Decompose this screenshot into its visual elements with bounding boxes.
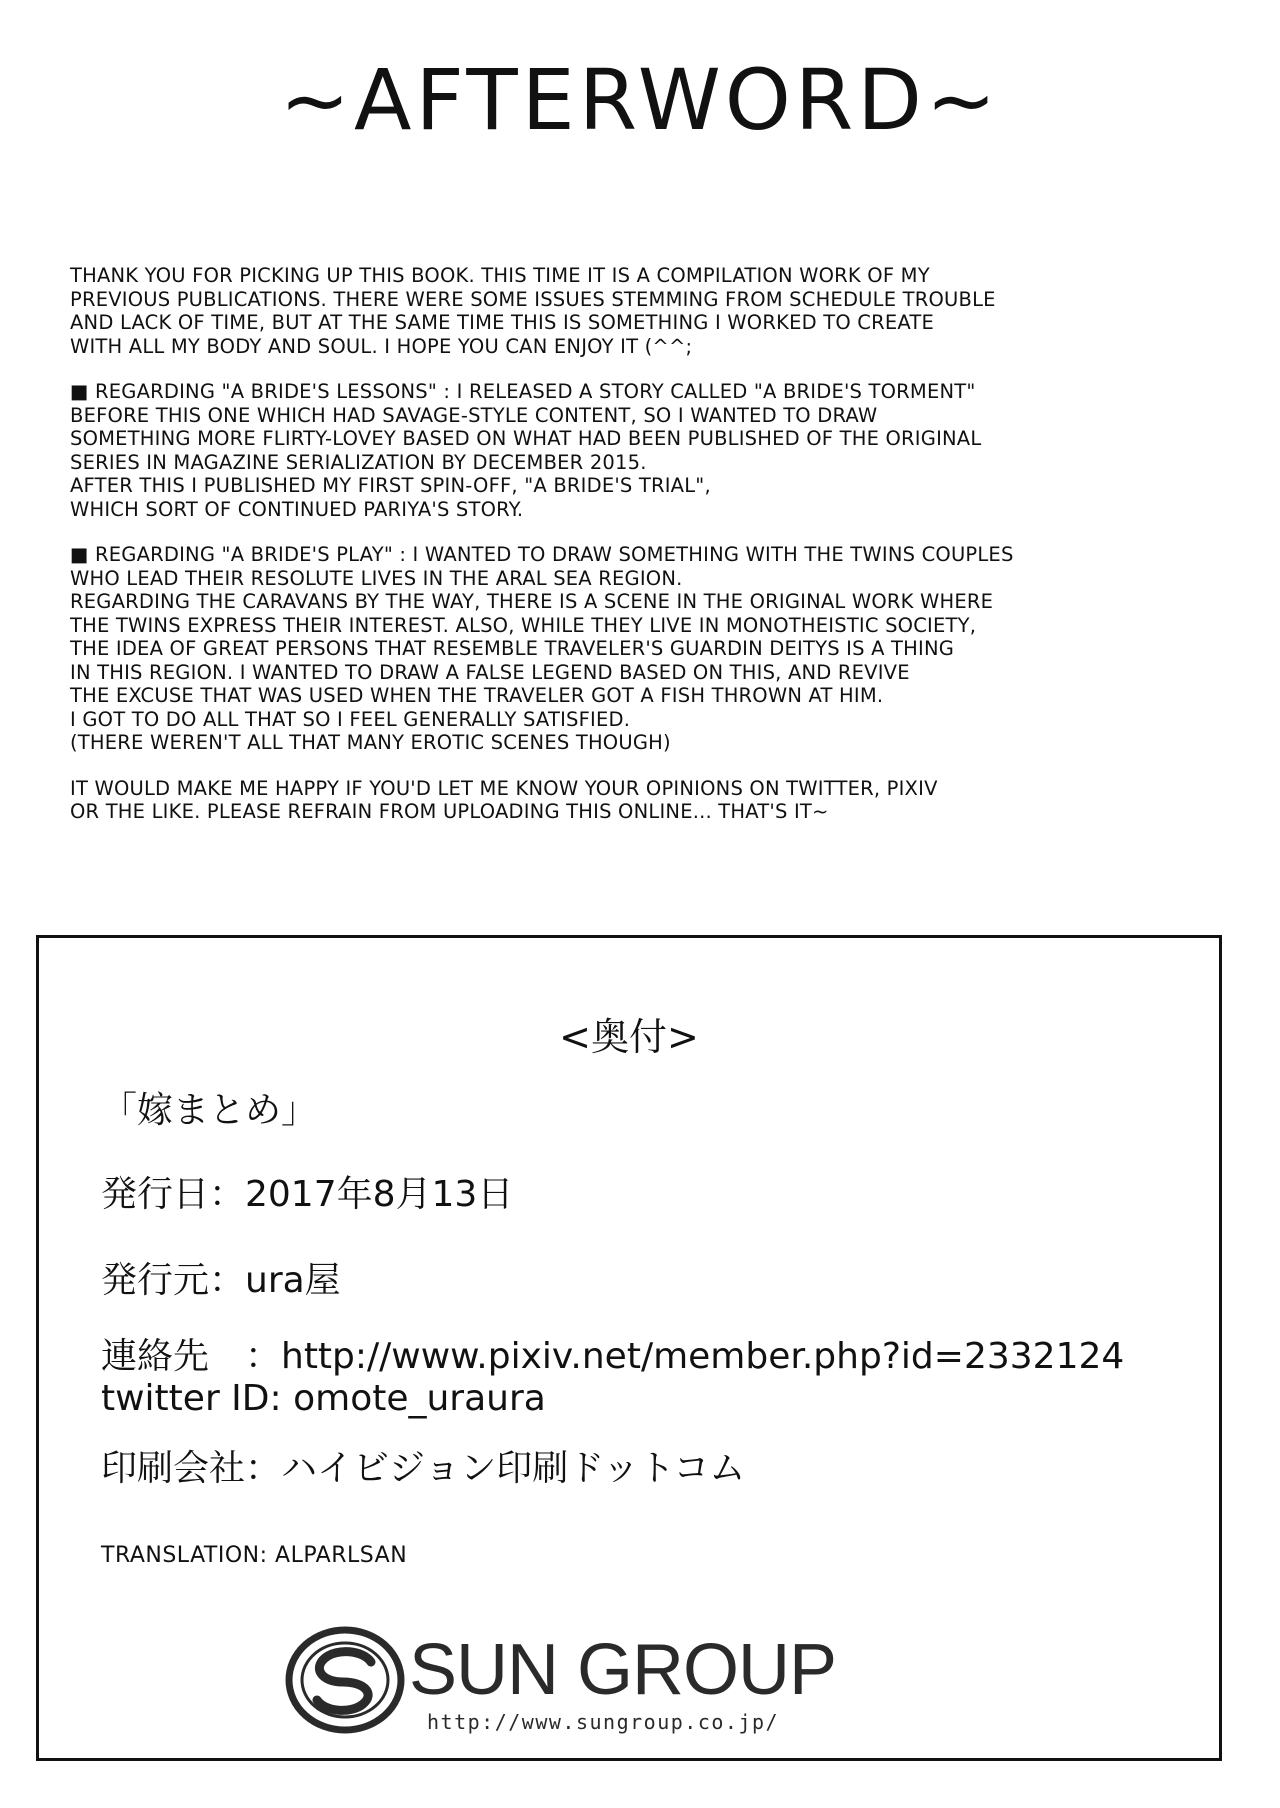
- publisher: 発行元：ura屋: [101, 1260, 341, 1301]
- text-line: THE TWINS EXPRESS THEIR INTEREST. ALSO, WHILE THEY LIVE IN MONOTHEISTIC SOCIETY,: [70, 613, 977, 637]
- text-line: PREVIOUS PUBLICATIONS. THERE WERE SOME ISSUES STEMMING FROM SCHEDULE TROUBLE: [70, 287, 996, 311]
- text-line: THANK YOU FOR PICKING UP THIS BOOK. THIS TIME IT IS A COMPILATION WORK OF MY: [70, 264, 930, 287]
- text-line: SOMETHING MORE FLIRTY-LOVEY BASED ON WHAT HAD BEEN PUBLISHED OF THE ORIGINAL: [70, 427, 982, 450]
- afterword-paragraph: [70, 264, 1220, 358]
- text-line: THE EXCUSE THAT WAS USED WHEN THE TRAVELER GOT A FISH THROWN AT HIM.: [70, 684, 884, 707]
- sun-group-url: http://www.sungroup.co.jp/: [427, 1710, 780, 1734]
- printer: 印刷会社：ハイビジョン印刷ドットコム: [101, 1448, 746, 1489]
- sun-group-wordmark: SUN GROUP: [409, 1630, 837, 1710]
- text-line: AND LACK OF TIME, BUT AT THE SAME TIME THIS IS SOMETHING I WORKED TO CREATE: [70, 311, 935, 334]
- text-line: AFTER THIS I PUBLISHED MY FIRST SPIN-OFF, "A BRIDE'S TRIAL",: [70, 474, 711, 497]
- text-line: (THERE WEREN'T ALL THAT MANY EROTIC SCENES THOUGH): [70, 731, 671, 754]
- colophon-box: [36, 935, 1222, 1761]
- sun-group-emblem-icon: [285, 1626, 405, 1734]
- text-line: SERIES IN MAGAZINE SERIALIZATION BY DECEMBER 2015.: [70, 450, 647, 474]
- text-line: WITH ALL MY BODY AND SOUL. I HOPE YOU CAN ENJOY IT (^^;: [70, 334, 693, 358]
- afterword-paragraph: [70, 777, 1220, 824]
- text-line: I GOT TO DO ALL THAT SO I FEEL GENERALLY SATISFIED.: [70, 707, 631, 731]
- afterword-paragraph: [70, 380, 1220, 521]
- text-line: REGARDING THE CARAVANS BY THE WAY, THERE IS A SCENE IN THE ORIGINAL WORK WHERE: [70, 590, 994, 613]
- sun-group-logo: [285, 1626, 945, 1746]
- contact-url: 連絡先 ：http://www.pixiv.net/member.php?id=2332124: [101, 1336, 1125, 1377]
- text-line: IT WOULD MAKE ME HAPPY IF YOU'D LET ME KNOW YOUR OPINIONS ON TWITTER, PIXIV: [70, 776, 938, 800]
- text-line: ■ REGARDING "A BRIDE'S LESSONS" : I RELEASED A STORY CALLED "A BRIDE'S TORMENT": [70, 380, 976, 403]
- text-line: OR THE LIKE. PLEASE REFRAIN FROM UPLOADING THIS ONLINE... THAT'S IT~: [70, 800, 829, 823]
- twitter-id: twitter ID: omote_uraura: [101, 1378, 546, 1419]
- text-line: WHICH SORT OF CONTINUED PARIYA'S STORY.: [70, 497, 524, 521]
- translation-credit: TRANSLATION: ALPARLSAN: [101, 1543, 408, 1568]
- afterword-paragraph: [70, 543, 1220, 755]
- text-line: THE IDEA OF GREAT PERSONS THAT RESEMBLE TRAVELER'S GUARDIN DEITYS IS A THING: [70, 637, 955, 660]
- text-line: BEFORE THIS ONE WHICH HAD SAVAGE-STYLE CONTENT, SO I WANTED TO DRAW: [70, 403, 878, 427]
- text-line: WHO LEAD THEIR RESOLUTE LIVES IN THE ARAL SEA REGION.: [70, 566, 683, 590]
- text-line: IN THIS REGION. I WANTED TO DRAW A FALSE LEGEND BASED ON THIS, AND REVIVE: [70, 660, 910, 684]
- book-title: 「嫁まとめ」: [101, 1090, 318, 1131]
- afterword-body: [70, 264, 1220, 846]
- text-line: ■ REGARDING "A BRIDE'S PLAY" : I WANTED TO DRAW SOMETHING WITH THE TWINS COUPLES: [70, 543, 1014, 566]
- colophon-heading: <奥付>: [559, 1015, 699, 1059]
- publish-date: 発行日：2017年8月13日: [101, 1174, 514, 1215]
- page-title: ~AFTERWORD~: [279, 51, 1001, 149]
- contact-info: [101, 1336, 1124, 1420]
